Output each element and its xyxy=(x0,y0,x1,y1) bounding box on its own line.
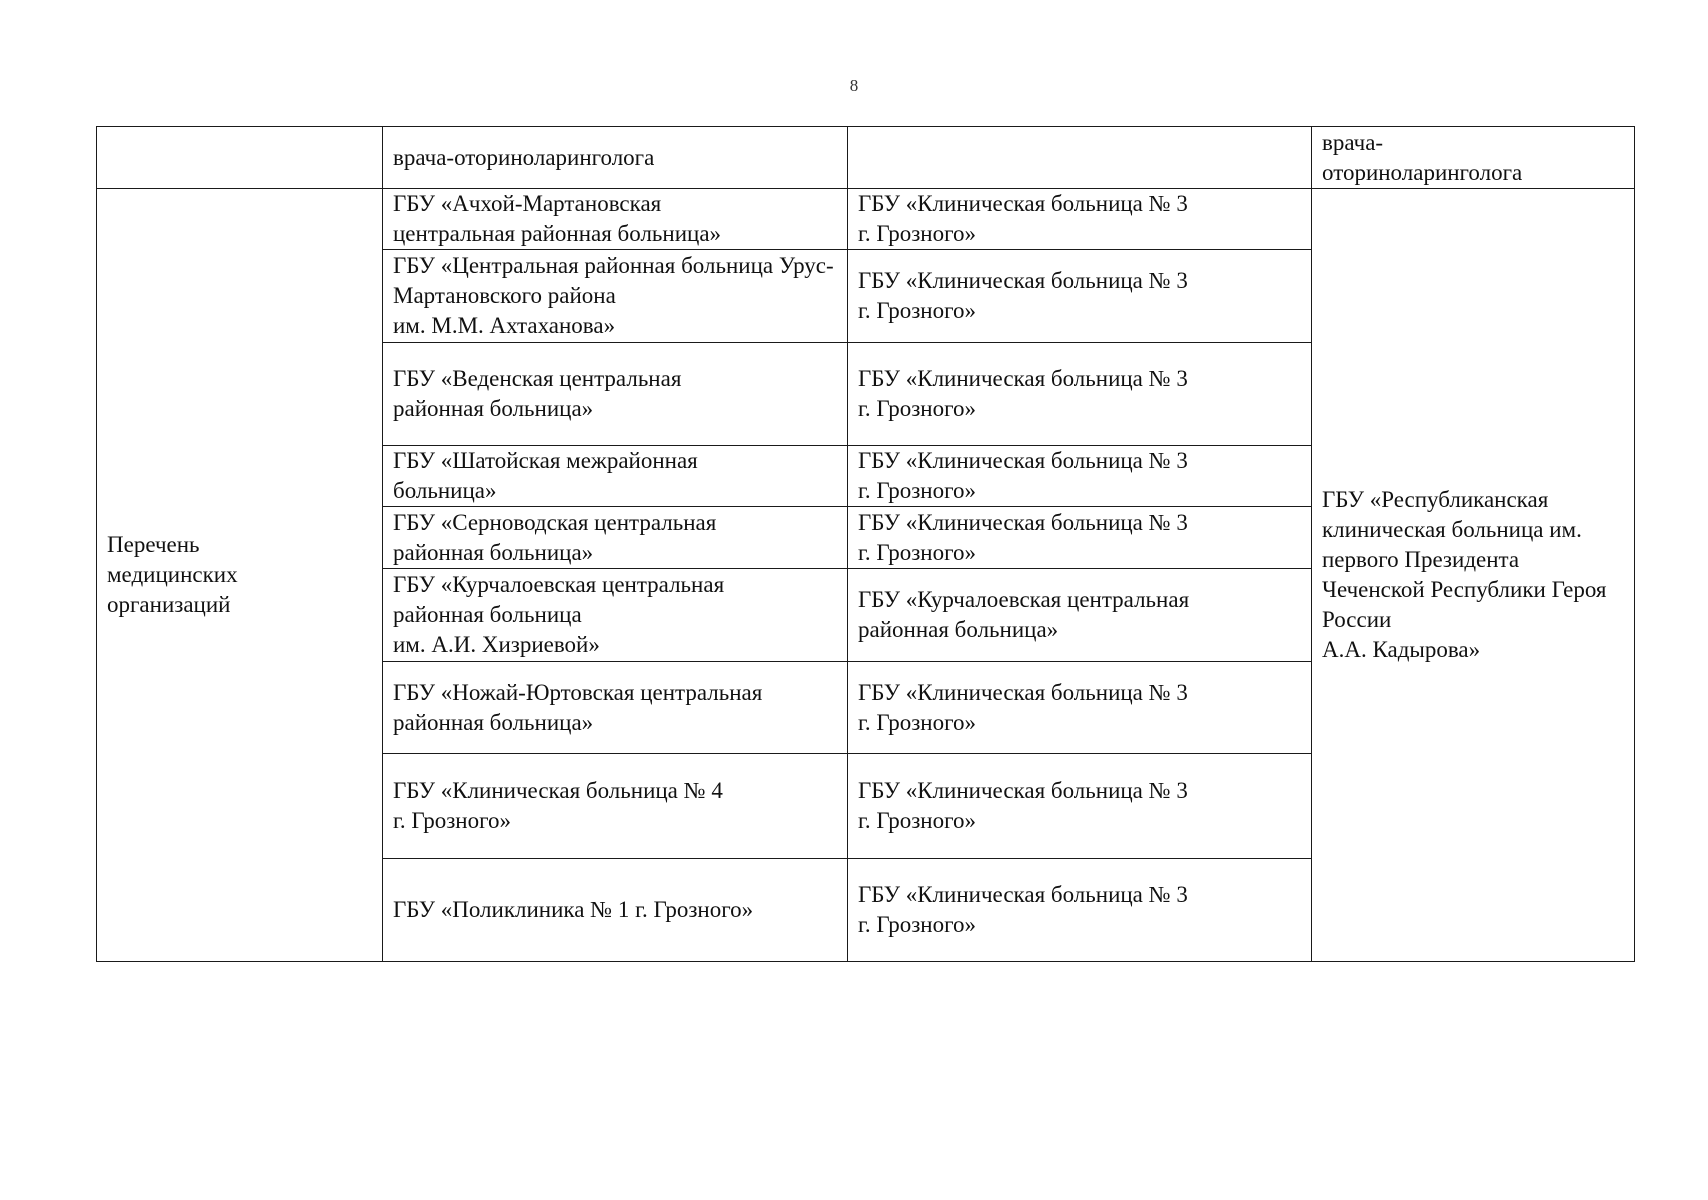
destination-cell: ГБУ «Клиническая больница № 3 г. Грозного» xyxy=(848,662,1312,754)
destination-cell: ГБУ «Клиническая больница № 3 г. Грозного» xyxy=(848,859,1312,962)
destination-cell: ГБУ «Клиническая больница № 3 г. Грозного» xyxy=(848,446,1312,507)
document-table xyxy=(96,126,1635,962)
destination-cell: ГБУ «Клиническая больница № 3 г. Грозного» xyxy=(848,507,1312,569)
organization-cell: ГБУ «Ачхой-Мартановская центральная районная больница» xyxy=(383,189,848,250)
destination-cell: ГБУ «Клиническая больница № 3 г. Грозного» xyxy=(848,754,1312,859)
destination-cell: ГБУ «Клиническая больница № 3 г. Грозного» xyxy=(848,343,1312,446)
page-number: 8 xyxy=(849,76,859,95)
organization-cell: ГБУ «Поликлиника № 1 г. Грозного» xyxy=(383,859,848,962)
header-cell-1 xyxy=(97,127,383,189)
header-cell-2: врача-оториноларинголога xyxy=(383,127,848,189)
table-header-row xyxy=(97,127,1635,189)
organization-cell: ГБУ «Ножай-Юртовская центральная районная больница» xyxy=(383,662,848,754)
organization-cell: ГБУ «Центральная районная больница Урус-Мартановского района им. М.М. Ахтаханова» xyxy=(383,250,848,343)
header-cell-3 xyxy=(848,127,1312,189)
organization-cell: ГБУ «Курчалоевская центральная районная больница им. А.И. Хизриевой» xyxy=(383,569,848,662)
organization-cell: ГБУ «Клиническая больница № 4 г. Грозного» xyxy=(383,754,848,859)
republican-hospital-cell: ГБУ «Республиканская клиническая больница им. первого Президента Чеченской Республики Героя России А.А. Кадырова» xyxy=(1312,189,1635,962)
organization-cell: ГБУ «Шатойская межрайонная больница» xyxy=(383,446,848,507)
destination-cell: ГБУ «Клиническая больница № 3 г. Грозного» xyxy=(848,189,1312,250)
destination-cell: ГБУ «Курчалоевская центральная районная больница» xyxy=(848,569,1312,662)
organization-cell: ГБУ «Веденская центральная районная больница» xyxy=(383,343,848,446)
medical-organizations-label: Перечень медицинских организаций xyxy=(97,189,383,962)
table-row xyxy=(97,189,1635,250)
header-cell-4: врача- оториноларинголога xyxy=(1312,127,1635,189)
organization-cell: ГБУ «Серноводская центральная районная больница» xyxy=(383,507,848,569)
destination-cell: ГБУ «Клиническая больница № 3 г. Грозного» xyxy=(848,250,1312,343)
